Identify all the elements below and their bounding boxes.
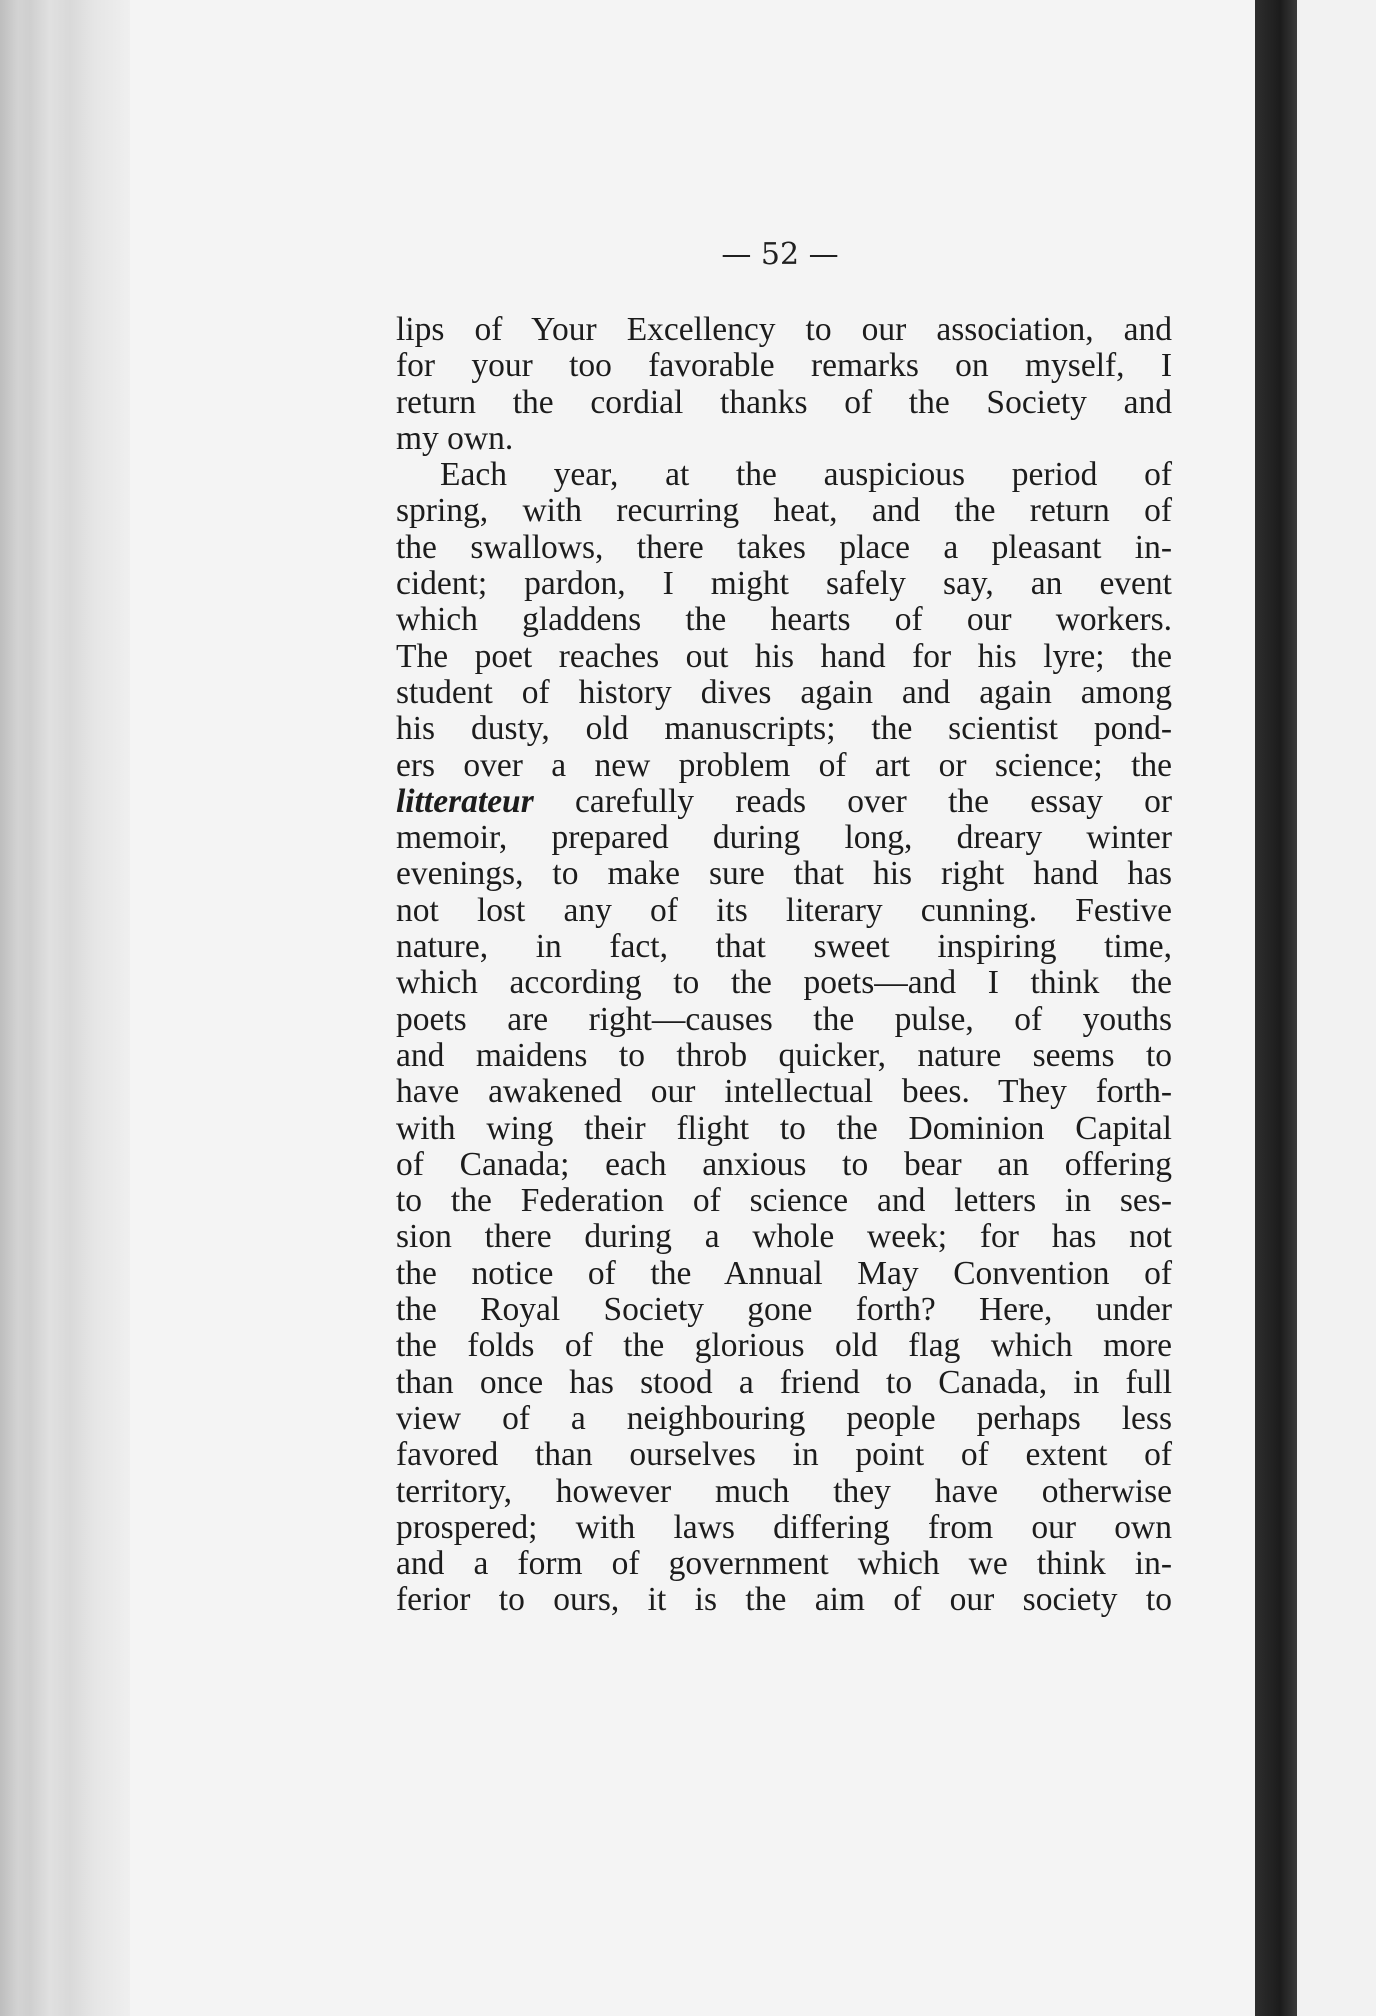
text-line: memoir, prepared during long, dreary winter: [396, 819, 1172, 857]
text-line: to the Federation of science and letters in ses-: [396, 1182, 1172, 1220]
text-line: evenings, to make sure that his right hand has: [396, 855, 1172, 893]
text-line: not lost any of its literary cunning. Festive: [396, 891, 1172, 929]
text-line: sion there during a whole week; for has not: [396, 1218, 1172, 1256]
text-line: his dusty, old manuscripts; the scientist pond-: [396, 710, 1172, 748]
text-line: and maidens to throb quicker, nature seems to: [396, 1036, 1172, 1074]
text-line: for your too favorable remarks on myself, I: [396, 347, 1172, 385]
text-line: spring, with recurring heat, and the return of: [396, 492, 1172, 530]
book-gutter-shadow: [1255, 0, 1297, 2016]
text-line: the Royal Society gone forth? Here, under: [396, 1291, 1172, 1329]
text-line: view of a neighbouring people perhaps less: [396, 1399, 1172, 1437]
book-page-edges: [0, 0, 130, 2016]
text-line: territory, however much they have otherwise: [396, 1472, 1172, 1510]
text-line: ferior to ours, it is the aim of our society to: [396, 1581, 1172, 1619]
text-line: with wing their flight to the Dominion Capital: [396, 1109, 1172, 1147]
text-line: than once has stood a friend to Canada, in full: [396, 1363, 1172, 1401]
text-line: the swallows, there takes place a pleasant in-: [396, 528, 1172, 566]
italic-word: litterateur: [396, 782, 534, 820]
text-line: have awakened our intellectual bees. They forth-: [396, 1073, 1172, 1111]
text-line: nature, in fact, that sweet inspiring time,: [396, 928, 1172, 966]
page-number: — 52 —: [721, 237, 839, 272]
text-line-with-italic: [396, 784, 1172, 820]
text-line: the notice of the Annual May Convention of: [396, 1254, 1172, 1292]
text-line: student of history dives again and again among: [396, 673, 1172, 711]
text-line-rest: carefully reads over the essay or: [575, 782, 1173, 820]
text-line: and a form of government which we think in-: [396, 1545, 1172, 1583]
text-line: of Canada; each anxious to bear an offering: [396, 1145, 1172, 1183]
text-line: cident; pardon, I might safely say, an event: [396, 565, 1172, 603]
text-line: favored than ourselves in point of extent of: [396, 1436, 1172, 1474]
text-line: the folds of the glorious old flag which more: [396, 1327, 1172, 1365]
text-line: my own.: [396, 419, 514, 457]
text-line: The poet reaches out his hand for his lyre; the: [396, 637, 1172, 675]
text-line: which according to the poets—and I think the: [396, 964, 1172, 1002]
text-line: ers over a new problem of art or science; the: [396, 746, 1172, 784]
text-line: Each year, at the auspicious period of: [440, 456, 1172, 494]
text-line: which gladdens the hearts of our workers.: [396, 601, 1172, 639]
text-line: lips of Your Excellency to our association, and: [396, 311, 1172, 348]
adjacent-page: [1297, 0, 1376, 2016]
text-line: prospered; with laws differing from our own: [396, 1508, 1172, 1546]
text-line: poets are right—causes the pulse, of youths: [396, 1000, 1172, 1038]
body-text: [396, 312, 1172, 1619]
text-line: return the cordial thanks of the Society and: [396, 383, 1172, 421]
